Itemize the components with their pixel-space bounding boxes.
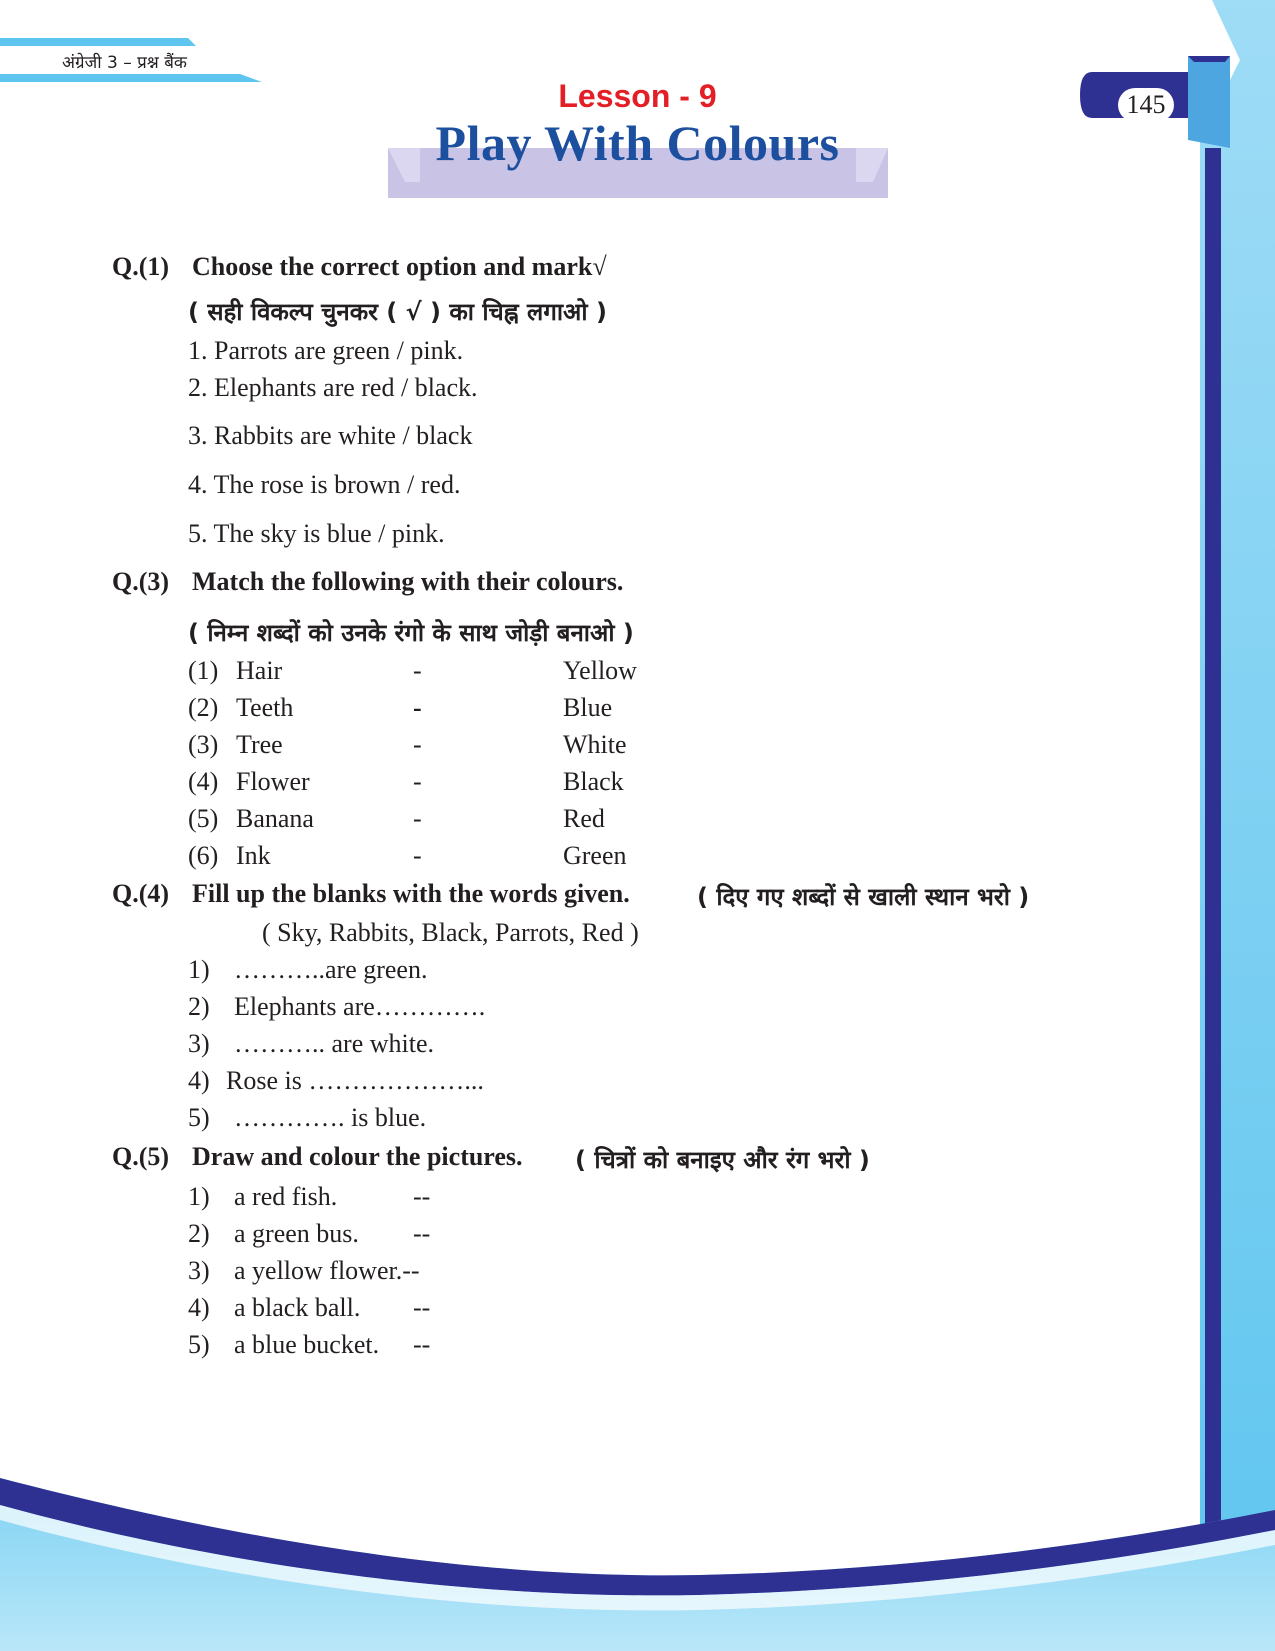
q1-hindi: ( सही विकल्प चुनकर ( √ ) का चिह्न लगाओ ) [188,298,607,326]
q3-text: Match the following with their colours. [192,567,624,596]
match-word: Banana [236,804,314,833]
match-num: (5) [188,804,219,833]
draw-dash: -- [413,1182,431,1211]
draw-num: 1) [188,1182,210,1211]
q4-number: Q.(4) [112,879,170,908]
match-dash: - [413,804,422,833]
draw-num: 5) [188,1330,210,1359]
draw-num: 3) [188,1256,210,1285]
q4-hindi: ( दिए गए शब्दों से खाली स्थान भरो ) [697,883,1030,911]
match-num: (1) [188,656,219,685]
blank-num: 4) [188,1066,210,1095]
blank-text: ………..are green. [234,955,428,984]
book-title: अंग्रेजी 3 – प्रश्न बैंक [62,53,187,73]
q1-item: 2. Elephants are red / black. [188,373,478,402]
match-dash: - [413,693,422,722]
q4-text: Fill up the blanks with the words given. [192,879,630,908]
q1-number: Q.(1) [112,252,170,281]
page-number: 145 [1118,88,1174,122]
match-dash: - [413,841,422,870]
q1-item: 4. The rose is brown / red. [188,470,461,499]
draw-text: a yellow flower.-- [234,1256,420,1285]
draw-dash: -- [413,1330,431,1359]
match-num: (3) [188,730,219,759]
header-stripe [0,38,196,46]
draw-text: a red fish. [234,1182,338,1211]
blank-num: 5) [188,1103,210,1132]
draw-dash: -- [413,1219,431,1248]
blank-num: 2) [188,992,210,1021]
blank-num: 3) [188,1029,210,1058]
blank-text: Elephants are…………. [234,992,486,1021]
match-word: Ink [236,841,271,870]
match-colour: Red [563,804,605,833]
draw-num: 2) [188,1219,210,1248]
match-dash: - [413,767,422,796]
lesson-title: Play With Colours [435,115,840,171]
match-word: Tree [236,730,283,759]
match-word: Flower [236,767,310,796]
blank-num: 1) [188,955,210,984]
match-colour: Green [563,841,627,870]
match-dash: - [413,656,422,685]
q3-number: Q.(3) [112,567,170,596]
q1-item: 3. Rabbits are white / black [188,421,473,450]
draw-text: a green bus. [234,1219,359,1248]
draw-num: 4) [188,1293,210,1322]
q1-text: Choose the correct option and mark√ [192,252,607,281]
match-colour: Black [563,767,624,796]
q1-item: 1. Parrots are green / pink. [188,336,464,365]
q5-hindi: ( चित्रों को बनाइए और रंग भरो ) [575,1146,870,1174]
match-colour: Yellow [563,656,637,685]
q4-word-bank: ( Sky, Rabbits, Black, Parrots, Red ) [262,918,639,947]
lesson-number: Lesson - 9 [558,78,717,114]
q5-number: Q.(5) [112,1142,170,1171]
match-word: Teeth [236,693,294,722]
blank-text: Rose is ………………... [226,1066,484,1095]
match-num: (6) [188,841,219,870]
right-border-band [1205,148,1221,1651]
draw-text: a blue bucket. [234,1330,380,1359]
match-num: (2) [188,693,219,722]
match-colour: Blue [563,693,613,722]
match-word: Hair [236,656,283,685]
match-num: (4) [188,767,219,796]
q5-text: Draw and colour the pictures. [192,1142,523,1171]
q1-item: 5. The sky is blue / pink. [188,519,445,548]
match-colour: White [563,730,627,759]
q3-hindi: ( निम्न शब्दों को उनके रंगो के साथ जोड़ी बनाओ ) [188,619,634,647]
blank-text: …………. is blue. [234,1103,427,1132]
blank-text: ……….. are white. [234,1029,435,1058]
draw-text: a black ball. [234,1293,361,1322]
match-dash: - [413,730,422,759]
draw-dash: -- [413,1293,431,1322]
